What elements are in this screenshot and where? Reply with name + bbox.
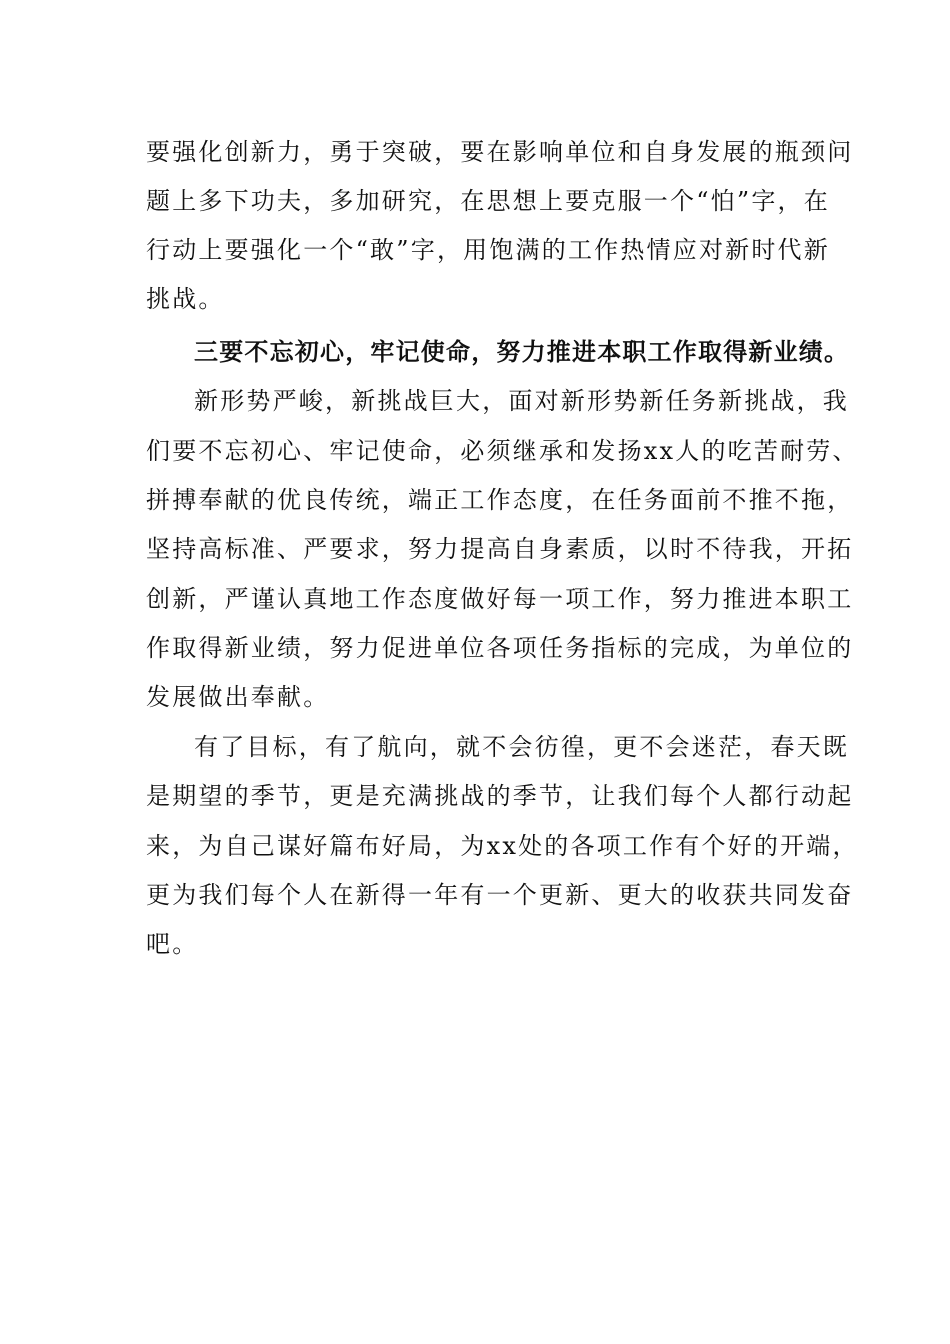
paragraph-2-line-1: 新形势严峻，新挑战巨大，面对新形势新任务新挑战，我 <box>194 387 849 415</box>
paragraph-3-line-5: 吧。 <box>146 930 199 958</box>
paragraph-1-line-3: 行动上要强化一个“敢”字，用饱满的工作热情应对新时代新 <box>146 236 830 264</box>
paragraph-2-line-3: 拼搏奉献的优良传统，端正工作态度，在任务面前不推不拖， <box>146 486 854 514</box>
paragraph-2-line-5: 创新，严谨认真地工作态度做好每一项工作，努力推进本职工 <box>146 585 854 613</box>
paragraph-2-line-2: 们要不忘初心、牢记使命，必须继承和发扬xx人的吃苦耐劳、 <box>146 437 859 465</box>
paragraph-2-line-4: 坚持高标准、严要求，努力提高自身素质，以时不待我，开拓 <box>146 535 854 563</box>
paragraph-3-line-2: 是期望的季节，更是充满挑战的季节，让我们每个人都行动起 <box>146 782 854 810</box>
paragraph-2-line-7: 发展做出奉献。 <box>146 683 330 711</box>
paragraph-1-line-2: 题上多下功夫，多加研究，在思想上要克服一个“怕”字，在 <box>146 187 830 215</box>
paragraph-1-line-4: 挑战。 <box>146 285 225 313</box>
paragraph-1-line-1: 要强化创新力，勇于突破，要在影响单位和自身发展的瓶颈问 <box>146 138 854 166</box>
paragraph-3-line-4: 更为我们每个人在新得一年有一个更新、更大的收获共同发奋 <box>146 881 854 909</box>
paragraph-2-line-6: 作取得新业绩，努力促进单位各项任务指标的完成，为单位的 <box>146 634 854 662</box>
section-heading: 三要不忘初心，牢记使命，努力推进本职工作取得新业绩。 <box>194 337 850 366</box>
paragraph-3-line-3: 来，为自己谋好篇布好局，为xx处的各项工作有个好的开端， <box>146 832 859 860</box>
paragraph-3-line-1: 有了目标，有了航向，就不会彷徨，更不会迷茫，春天既 <box>194 733 849 761</box>
